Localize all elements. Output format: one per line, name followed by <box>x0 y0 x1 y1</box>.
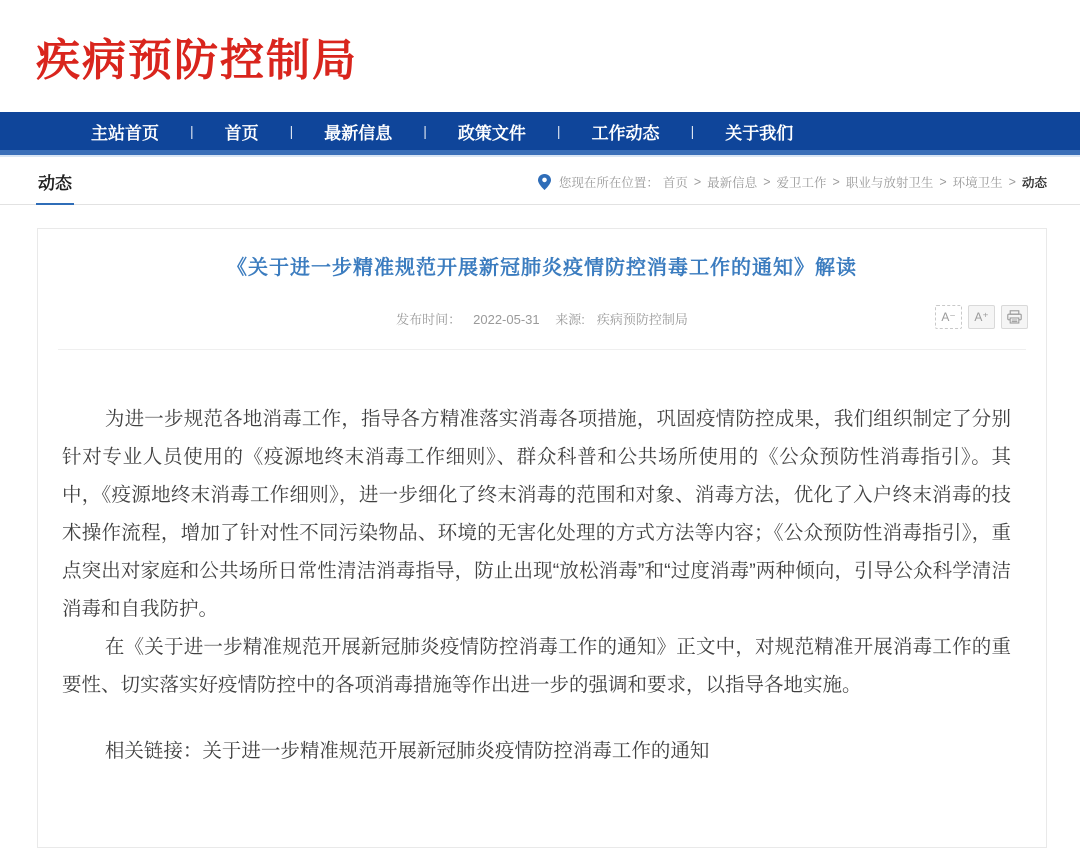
location-pin-icon <box>538 174 551 190</box>
crumb-separator: > <box>939 175 947 189</box>
article-meta <box>38 307 1046 333</box>
nav-item-work-updates[interactable]: 工作动态 <box>591 123 660 143</box>
site-header <box>0 0 1080 112</box>
crumb-link-latest-news[interactable]: 最新信息 <box>707 176 758 190</box>
nav-item-about-us[interactable]: 关于我们 <box>725 123 794 143</box>
article-container <box>37 228 1047 848</box>
font-increase-button[interactable]: A⁺ <box>968 305 995 329</box>
source-value: 疾病预防控制局 <box>596 312 688 327</box>
related-notice-link[interactable]: 关于进一步精准规范开展新冠肺炎疫情防控消毒工作的通知 <box>202 740 710 762</box>
font-decrease-button[interactable]: A⁻ <box>935 305 962 329</box>
nav-separator: | <box>690 123 695 139</box>
article-meta-row <box>38 307 1046 333</box>
crumb-link-home[interactable]: 首页 <box>662 176 688 190</box>
nav-separator: | <box>289 123 294 139</box>
nav-item-latest-news[interactable]: 最新信息 <box>324 123 393 143</box>
article-title: 《关于进一步精准规范开展新冠肺炎疫情防控消毒工作的通知》解读 <box>227 257 857 279</box>
related-links-row <box>62 732 1011 770</box>
nav-separator: | <box>423 123 427 139</box>
nav-separator: | <box>190 123 194 139</box>
nav-separator: | <box>556 123 561 139</box>
printer-icon <box>1007 310 1022 324</box>
article-paragraph: 在《关于进一步精准规范开展新冠肺炎疫情防控消毒工作的通知》正文中，对规范精准开展消毒工作的重要性、切实落实好疫情防控中的各项消毒措施等作出进一步的强调和要求，以指导各地实施。 <box>62 636 1011 696</box>
crumb-separator: > <box>1008 175 1016 189</box>
location-label: 您现在所在位置： <box>558 176 659 190</box>
article-paragraph: 为进一步规范各地消毒工作，指导各方精准落实消毒各项措施，巩固疫情防控成果，我们组织制定了分别针对专业人员使用的《疫源地终末消毒工作细则》、群众科普和公共场所使用的《公众预防性消毒指引》。其中，《疫源地终末消毒工作细则》，进一步细化了终末消毒的范围和对象、消毒方法，优化了入户终末消毒的技术操作流程，增加了针对性不同污染物品、环境的无害化处理的方式方法等内容；《公众预防性消毒指引》，重点突出对家庭和公共场所日常性清洁消毒指导，防止出现“放松消毒”和“过度消毒”两种倾向，引导公众科学清洁消毒和自我防护。 <box>62 408 1011 620</box>
crumb-separator: > <box>763 175 771 189</box>
breadcrumb <box>538 173 1047 204</box>
related-links-label: 相关链接： <box>104 740 203 762</box>
nav-item-main-home[interactable]: 主站首页 <box>91 123 159 143</box>
article-body <box>38 350 1046 770</box>
crumb-link-occupational-radiation-health[interactable]: 职业与放射卫生 <box>845 176 934 190</box>
breadcrumb-bar <box>0 157 1080 205</box>
article-toolbar <box>935 305 1028 329</box>
crumb-separator: > <box>693 175 702 189</box>
site-logo[interactable]: 疾病预防控制局 <box>36 36 358 85</box>
nav-accent-strip <box>0 150 1080 157</box>
nav-item-policy-documents[interactable]: 政策文件 <box>457 123 526 143</box>
crumb-separator: > <box>832 175 840 189</box>
crumb-link-patriotic-health[interactable]: 爱卫工作 <box>776 176 827 190</box>
section-title-tab[interactable]: 动态 <box>36 169 74 205</box>
publish-date-label: 发布时间： <box>396 312 462 327</box>
publish-date-value: 2022-05-31 <box>473 312 540 327</box>
nav-item-home[interactable]: 首页 <box>224 123 259 143</box>
crumb-current-page: 动态 <box>1021 176 1047 190</box>
print-button[interactable] <box>1001 305 1028 329</box>
main-nav <box>0 112 1080 150</box>
crumb-link-environmental-health[interactable]: 环境卫生 <box>952 176 1003 190</box>
source-label: 来源: <box>555 312 585 327</box>
